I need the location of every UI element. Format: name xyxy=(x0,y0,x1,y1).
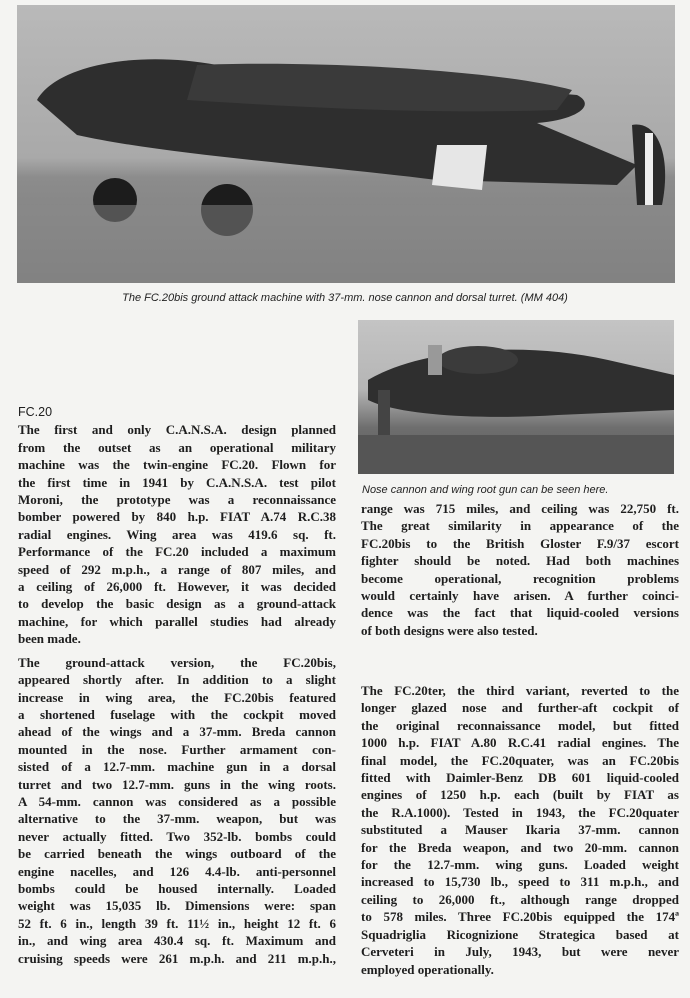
text-line: Performance of the FC.20 included a maximum xyxy=(18,544,336,560)
text-line: ahead of the wings and a 37-mm. Breda cannon xyxy=(18,724,336,740)
text-line: The FC.20ter, the third variant, reverted to the xyxy=(361,683,679,698)
text-line: never actually fitted. Two 352-lb. bombs could xyxy=(18,828,336,844)
text-line: machine was the twin-engine FC.20. Flown for xyxy=(18,457,336,473)
aircraft-photo-fc20bis xyxy=(17,5,675,283)
left-text-column xyxy=(18,404,336,973)
text-line: of both designs were also tested. xyxy=(361,622,538,638)
text-line: the R.A.1000). Tested in 1943, the FC.20quater xyxy=(361,804,679,820)
text-line: substituted a Mauser Ikaria 37-mm. cannon xyxy=(361,822,679,838)
text-line: A 54-mm. cannon was considered as a possible xyxy=(18,793,336,809)
text-line: engine nacelles, and 126 4.4-lb. anti-personnel xyxy=(18,863,336,879)
text-line: employed operationally. xyxy=(361,961,494,977)
figure-caption: Nose cannon and wing root gun can be seen here. xyxy=(362,484,609,496)
text-line: be carried beneath the wings outboard of the xyxy=(18,846,336,862)
text-line: for the Breda weapon, and two 20-mm. cannon xyxy=(361,839,679,855)
text-line: to develop the basic design as a ground-attack xyxy=(18,596,336,612)
text-line: weight was 15,035 lb. Dimensions were: span xyxy=(18,898,336,914)
right-text-column-continued xyxy=(361,682,679,984)
text-line: to 578 miles. Three FC.20bis equipped the 174ª xyxy=(361,909,679,925)
text-line: 52 ft. 6 in., length 39 ft. 11½ in., height 12 ft. 6 xyxy=(18,915,336,931)
paragraph xyxy=(18,654,336,967)
paragraph xyxy=(361,682,679,978)
text-line: become operational, recognition problems xyxy=(361,570,679,586)
text-line: The great similarity in appearance of the xyxy=(361,518,679,534)
text-line: final model, the FC.20quater, was an FC.20bis xyxy=(361,752,679,768)
section-heading: FC.20 xyxy=(18,405,53,419)
text-line: Cerveteri in July, 1943, but were never xyxy=(361,944,679,960)
text-line: bombs could be housed internally. Loaded xyxy=(18,880,336,896)
paragraph xyxy=(18,421,336,647)
text-line: alternative to the 37-mm. weapon, but was xyxy=(18,811,336,827)
figure-caption: The FC.20bis ground attack machine with 37-mm. nose cannon and dorsal turret. (MM 404) xyxy=(122,292,568,304)
text-line: engines of 1250 h.p. each (built by FIAT as xyxy=(361,787,679,803)
paragraph xyxy=(361,500,679,639)
aircraft-illustration xyxy=(358,320,674,474)
aircraft-photo-nose-cannon xyxy=(358,320,674,474)
text-line: fitted with Daimler-Benz DB 601 liquid-cooled xyxy=(361,770,679,786)
text-line: longer glazed nose and further-aft cockpit of xyxy=(361,700,679,716)
text-line: The first and only C.A.N.S.A. design planned xyxy=(18,422,336,438)
text-line: in., and wing area 430.4 sq. ft. Maximum and xyxy=(18,933,336,949)
text-line: dence was the fact that liquid-cooled versions xyxy=(361,605,679,621)
text-line: speed of 292 m.p.h., a range of 807 miles, and xyxy=(18,561,336,577)
text-line: The ground-attack version, the FC.20bis, xyxy=(18,654,336,670)
text-line: increase in wing area, the FC.20bis featured xyxy=(18,689,336,705)
text-line: fighter should be noted. Had both machines xyxy=(361,553,679,569)
text-line: Moroni, the prototype was a reconnaissance xyxy=(18,492,336,508)
text-line: been made. xyxy=(18,631,81,647)
text-line: 1000 h.p. FIAT A.80 R.C.41 radial engines. The xyxy=(361,735,679,751)
text-line: radial engines. Wing area was 419.6 sq. ft. xyxy=(18,526,336,542)
text-line: machine, for which parallel studies had already xyxy=(18,613,336,629)
right-text-column xyxy=(361,500,679,645)
text-line: sisted of a 12.7-mm. machine gun in a dorsal xyxy=(18,759,336,775)
text-line: turret and two 12.7-mm. guns in the wing roots. xyxy=(18,776,336,792)
text-line: range was 715 miles, and ceiling was 22,750 ft. xyxy=(361,501,679,516)
text-line: a shortened fuselage with the cockpit moved xyxy=(18,706,336,722)
text-line: from the outset as an operational military xyxy=(18,439,336,455)
text-line: appeared shortly after. In addition to a slight xyxy=(18,672,336,688)
text-line: Squadriglia Ricognizione Strategica based at xyxy=(361,926,679,942)
text-line: bomber powered by 840 h.p. FIAT A.74 R.C.38 xyxy=(18,509,336,525)
text-line: increased to 15,730 lb., speed to 311 m.p.h., and xyxy=(361,874,679,890)
aircraft-illustration xyxy=(17,5,675,283)
text-line: cruising speeds were 261 m.p.h. and 211 m.p.h., xyxy=(18,950,336,966)
text-line: for the 12.7-mm. wing guns. Loaded weight xyxy=(361,857,679,873)
text-line: a ceiling of 26,000 ft. However, it was decided xyxy=(18,579,336,595)
text-line: the original reconnaissance model, but fitted xyxy=(361,717,679,733)
text-line: mounted in the nose. Further armament con- xyxy=(18,741,336,757)
text-line: the first time in 1941 by C.A.N.S.A. test pilot xyxy=(18,474,336,490)
text-line: ceiling to 26,000 ft., although range dropped xyxy=(361,891,679,907)
text-line: FC.20bis to the British Gloster F.9/37 escort xyxy=(361,535,679,551)
text-line: would certainly have arisen. A further coinci- xyxy=(361,588,679,604)
